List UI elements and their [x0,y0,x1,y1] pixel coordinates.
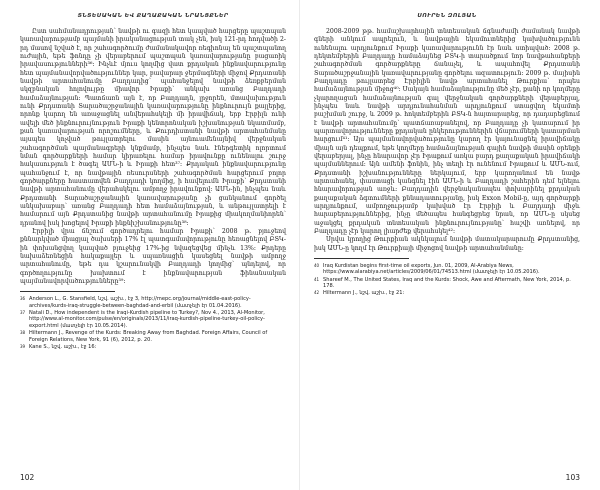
right-page [300,0,600,490]
footnote [20,344,286,351]
footnote-number: 38 [20,330,26,336]
running-header: ՏՆՏԵՍԱԿԱՆ ԵՎ ՔԱՂԱՔԱԿԱՆ ՆՐԱՆՑՔՆԵՐ [77,13,229,19]
footnote-separator [314,258,409,259]
footnote-text: Anderson L., G. Stansfield, նշվ. աշխ., էջ 3, http://mepc.org/journal/middle-east-policy-archives/kurds-iraq-struggle-between-baghdad-and-erbil (մատչելի էր 01.04.2016). [29,296,251,309]
footnote-number: 36 [20,296,26,302]
footnote-text: Shareef M., The United States, Iraq and the Kurds: Shock, Awe and Aftermath, New York, 2014, p. 178. [323,276,571,290]
paragraph: 2008-2009 թթ. համաշխարհային տնտեսական ճգնաժամի ժամանակ նավթի գների անկում ապրելուն, և նավթային եկամուտներից կախվածությունն ունենալու արդյունքում Իրաքի կառավարությունն էր նաև ստիպված: 2008 թ. դեկտեմբերին Բաղդադը համաձայնեց ԲՏԿ-ի տարածքում նոր նավթահանքերի շահագործման գործարքները ճանաչել, և ապահովել Քրդստանի Տարածաշրջանային կառավարությանը գործելու ազատություն: 2009 թ. մայիսին Բաղդադը թույլատրեց Էրբիլին նավթ արտահանել Թուրքիա՝ որպես համաձայնության միջոց⁴⁰: Սակայն համաձայնությունը մեծ չէր, քանի որ կողմերը չկարողացան համաձայնության գալ վերջնական գործարքների վերաբերյալ, ինչպես նաև նավթի արդյունահանման արդյունքում ստացվող եկամտի բաշխման շուրջ, և 2009 թ. հոկտեմբերին ԲՏԿ-ն հայտարարեց, որ դադարեցնում է նավթի արտահանումը՝ պատճառաբանելով, որ Բաղդադը չի կատարում իր պարտավորությունները քրդական ընկերություններին վճարումների կատարման հարցում⁴¹: Այս պայմանավորվածությունը կարող էր կայունացնել իրավիճակը միայն այն դեպքում, եթե կողմերը համաձայնության գային նավթի մասին օրենքի վերաբերյալ, ինչը հնարավոր չէր Իրաքում առկա բարդ քաղաքական իրավիճակի պայմաններում: Այն ամենի ֆոնին, ինչ տեղի էր ունենում Իրաքում և ԱՄՆ-ում, Քրդստանի իշխանությունները ներկայում, երբ կարողանում են նավթ արտահանել, փաստացի կանգնել էին ԱՄՆ-ի և Բաղդադի շահերին դեմ ելնելու հնարավորության առջև: Բաղդադին վերջնականապես փոխարինել քրդական քաղաքական ձգտումների քննադատությանը, իսկ Exxon Mobil-ը, այդ գործարքի արդյունքում, ամբողջությամբ կախված էր Էրբիլի և Բաղդադի միջև հարաբերություններից, ինչը մեծապես հանգեցրեց նրան, որ ԱՄՆ-ը սկսեց աջակցել քրդական տնտեսական ինքնուրույնությանը՝ հաշվի առնելով, որ Բաղդադը չէր կարող լիարժեք վերահսկել⁴²: [314,28,580,235]
footnote [314,290,580,297]
footnote-text: Hiltermann J., Revenge of the Kurds: Breaking Away from Baghdad. Foreign Affairs, Council of Foreign Relations, New York, 91 (6), 2012, p. 20. [29,330,268,343]
footnote-number: 39 [20,343,26,349]
paragraph: Ըստ սահմանադրության՝ նավթի ու գազի հետ կապված հարցերը պաշտպան կառավարությամբ պայմանի իրականացության տակ չեն, իսկ 121-րդ հոդվածի 2-րդ մասով նշված է, որ շահագործումը ժամանակավոր ռեգիոնալ են պաշտպանող ուժային, եթե ֆոնդը չի վերաբերում պաշտպան կառավարությանը բացառիկ իրավասությունների³⁶: Ինչևէ մյուս կողմից վատ քրդական ինքնավարությունը հետ պայմանավորվածություններ կար, բավարար ջերմագների միջով Քրդստանի նավթի արտահանումը Բաղդադից՝ պահանջելով նավթի ձեռքբերման սկզբնական հոլովույթը միավոր Իրաքի՝ անկախ առանց Բաղդադի համաձայնության: Պատճառն այն է, որ Բաղդադն, լրջորեն, մտավախություն ունի Քրդստանի Տարածաշրջանային կառավարությունը ինքնուրույն քայլերից, որոնք կարող են առաջացնել անվերահսկելի մի իրավիճակ, երբ Էրբիլն ունի ավելի մեծ ինքնուրույնություն Իրաքի կենտրոնական իշխանության նկատմամբ, քան կառավարության որոշումները, և Քուրդիստանի նավթի արտահանմանը այսպես կոչված թույլատրելու մասին այնուամենայնիվ վերջնական շահագործման պայմանագրերի կնքմամբ, ինչպես նաև էներգետիկ ոլորտում նման գործարքների համար կիրառելու համար իրավունքը ունենալու շուրջ հակասություն է ծագել ԱՄՆ-ի և Իրաքի հետ³⁷: Քրդական ինքնավարությունը պահանջում է, որ նավթային ռեսուրսների շահագործման հարցերում բոլոր գործարքները հաստատվեն Բաղդադի կողմից, ի հավելումն Իրաքի՝ Քրդստանի նավթի արտահանումը վերահսկելու ամբողջ իրավունքով: ԱՄՆ-ին, ինչպես նաև Քրդստանի Տարածաշրջանային կառավարությանը չի ցանկանում գործել անկախաբար՝ առանց Բաղդադի հետ համաձայնության, և անթույլատրելի է համարում այն Քրդստանից նավթի արտահանումը Իրաքից միակողմանիորեն՝ դրանով իսկ խոցելով Իրաքի ինքնիշխանությունը³⁸: [20,28,286,227]
paragraph: Էրբիլի վրա ճնշում գործադրելու համար Իրաքի՝ 2008 թ. բյուջեով քննարկված միացյալ ծախսերի 17% էլ պատգամավորությունը հեռացնելով ԲՏԿ-ին փոխանցվող կապված բյուջեից 17%-ից նվազեցվեց մինչև 13%: Քրդերը նախաձեռնեցին հակաքայլեր և սպառնացին կասեցնել նավթի ամբողջ արտահանումը, եթե դա կշարունակվի Բաղդադի կողմից՝ պնդելով, որ գործողությունը խախտում է ինքնավարության ֆինանսական պայմանավորվածությունները³⁹: [20,227,286,285]
running-header: ՍՈՒՐԵՆ ԶՈԼՅԱՆ [417,13,477,19]
footnotes [314,263,580,297]
footnote-number: 40 [314,262,320,268]
body-text [20,28,286,286]
footnote [314,263,580,276]
footnote-text: Kane S., նշվ. աշխ., էջ 16: [29,343,97,350]
footnote [20,330,286,343]
footnote-text: Natali D., How independent is the Iraqi-Kurdish pipeline to Turkey?, Nov 4., 2013, Al-Monitor, http://www.al-monitor.com/pulse/en/originals/2013/11/iraq-kurdish-pipeline-turkey-oil-policy-export.html (մատչելի էր 10.05.2014). [29,309,265,330]
page-number: 102 [20,473,35,482]
footnote-text: Hiltermann J., նշվ. աշխ., էջ 21: [323,290,405,297]
footnote-separator [20,291,115,292]
footnote [314,277,580,290]
page-number: 103 [565,473,580,482]
footnote-number: 42 [314,290,320,296]
footnote [20,310,286,330]
footnote [20,296,286,309]
footnote-number: 37 [20,309,26,315]
footnotes [20,296,286,350]
footnote-text: Iraq Kurdistan begins first-time oil exports, Jun. 01, 2009, Al-Arabiya News, https://www.alarabiya.net/articles/2009/06/01/74513.html (մատչելի էր 10.05.2016). [323,262,540,276]
paragraph: Սրվա կրողից Թուրքիան ակնկալում նավթի մատակարարումը Քրդստանից, իսկ ԱՄՆ-ը կողմ էր Թուրքիայի միջոցով նավթի արտահանմանը: [314,236,580,252]
body-text [314,28,580,253]
footnote-number: 41 [314,276,320,282]
